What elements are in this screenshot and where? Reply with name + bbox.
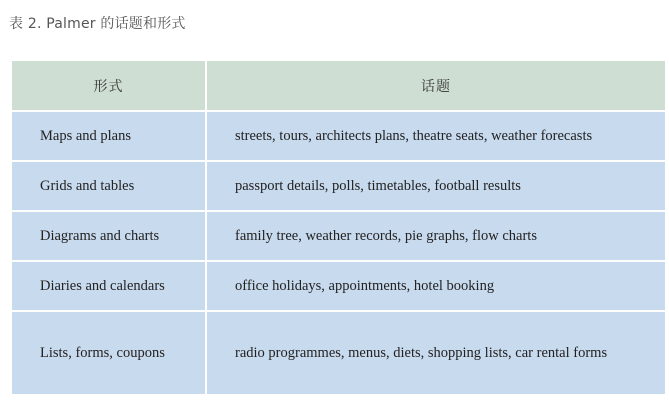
topic-cell: family tree, weather records, pie graphs, flow charts	[206, 211, 666, 261]
header-topic: 话题	[206, 60, 666, 111]
topic-cell: passport details, polls, timetables, football results	[206, 161, 666, 211]
form-cell: Grids and tables	[11, 161, 206, 211]
header-row	[11, 60, 666, 111]
table-row	[11, 111, 666, 161]
table-caption: 表 2. Palmer 的话题和形式	[9, 16, 186, 32]
table-header	[11, 60, 666, 111]
form-cell: Diaries and calendars	[11, 261, 206, 311]
form-cell: Diagrams and charts	[11, 211, 206, 261]
topic-cell: streets, tours, architects plans, theatre seats, weather forecasts	[206, 111, 666, 161]
table-row	[11, 211, 666, 261]
topic-cell: office holidays, appointments, hotel booking	[206, 261, 666, 311]
table-row	[11, 161, 666, 211]
table-row	[11, 311, 666, 395]
topic-cell: radio programmes, menus, diets, shopping lists, car rental forms	[206, 311, 666, 395]
table-row	[11, 261, 666, 311]
topics-forms-table	[10, 59, 667, 396]
header-form: 形式	[11, 60, 206, 111]
form-cell: Lists, forms, coupons	[11, 311, 206, 395]
table-body	[11, 111, 666, 395]
form-cell: Maps and plans	[11, 111, 206, 161]
